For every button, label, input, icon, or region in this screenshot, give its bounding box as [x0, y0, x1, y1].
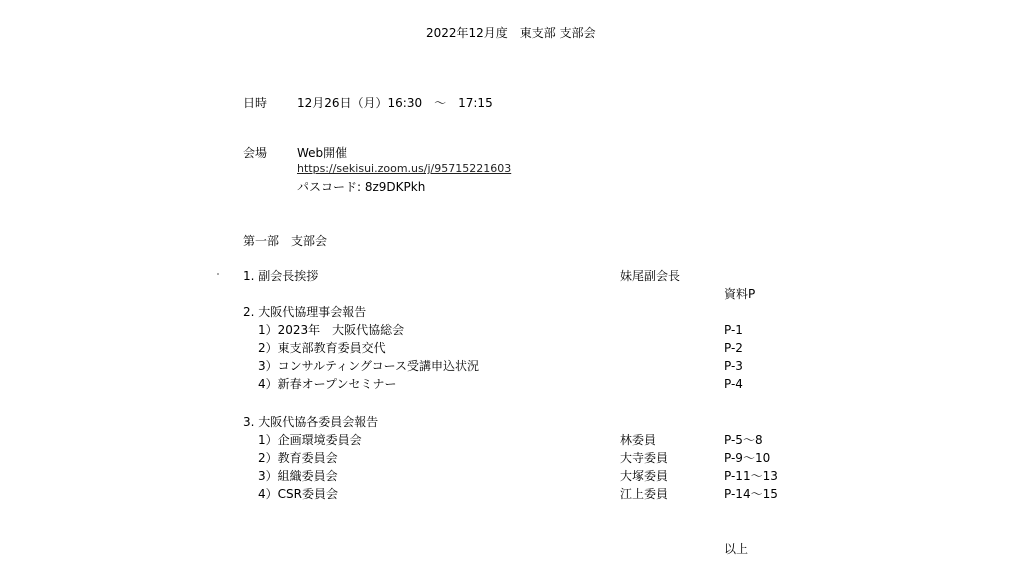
datetime-label: 日時 — [243, 96, 268, 110]
agenda-subitem-person: 大寺委員 — [620, 451, 669, 465]
agenda-item-2-title: 2. 大阪代協理事会報告 — [243, 305, 367, 319]
agenda-subitem-label: 1）2023年 大阪代協総会 — [258, 323, 405, 337]
agenda-subitem-label: 4）CSR委員会 — [258, 487, 338, 501]
agenda-subitem-page: P-3 — [724, 359, 743, 373]
document-title: 2022年12月度 東支部 支部会 — [426, 26, 596, 40]
agenda-subitem-label: 3）コンサルティングコース受講申込状況 — [258, 359, 479, 373]
agenda-item-1-title: 1. 副会長挨拶 — [243, 269, 319, 283]
agenda-subitem-label: 2）教育委員会 — [258, 451, 338, 465]
agenda-subitem-person: 大塚委員 — [620, 469, 669, 483]
agenda-subitem-page: P-14～15 — [724, 487, 778, 501]
closing-remark: 以上 — [724, 542, 749, 556]
agenda-subitem-person: 江上委員 — [620, 487, 669, 501]
agenda-subitem-label: 4）新春オープンセミナー — [258, 377, 397, 391]
stray-mark — [217, 273, 219, 275]
passcode: パスコード: 8z9DKPkh — [297, 180, 426, 194]
agenda-subitem-page: P-4 — [724, 377, 743, 391]
agenda-subitem-label: 2）東支部教育委員交代 — [258, 341, 386, 355]
agenda-subitem-label: 3）組織委員会 — [258, 469, 338, 483]
agenda-subitem-page: P-5～8 — [724, 433, 763, 447]
agenda-subitem-page: P-2 — [724, 341, 743, 355]
agenda-subitem-person: 林委員 — [620, 433, 657, 447]
agenda-subitem-page: P-9～10 — [724, 451, 771, 465]
venue-label: 会場 — [243, 146, 268, 160]
agenda-subitem-label: 1）企画環境委員会 — [258, 433, 362, 447]
part-title: 第一部 支部会 — [243, 234, 328, 248]
materials-header: 資料P — [724, 287, 756, 301]
datetime-value: 12月26日（月）16:30 ～ 17:15 — [297, 96, 493, 110]
agenda-subitem-page: P-11～13 — [724, 469, 778, 483]
venue-value: Web開催 — [297, 146, 348, 160]
agenda-item-3-title: 3. 大阪代協各委員会報告 — [243, 415, 379, 429]
agenda-subitem-page: P-1 — [724, 323, 743, 337]
agenda-item-1-person: 妹尾副会長 — [620, 269, 681, 283]
meeting-url-link[interactable]: https://sekisui.zoom.us/j/95715221603 — [297, 162, 512, 175]
